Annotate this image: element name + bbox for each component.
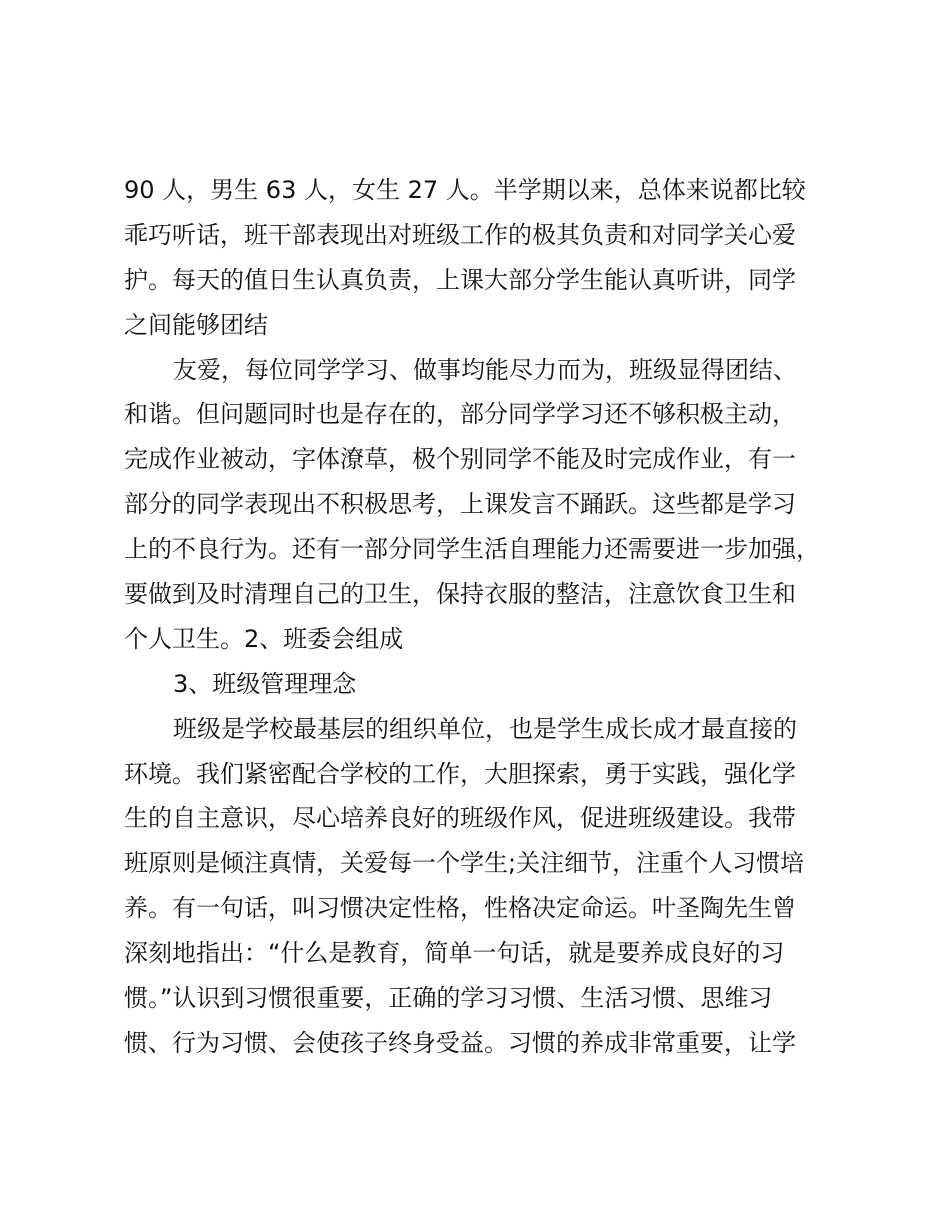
text-line: 护。每天的值日生认真负责，上课大部分学生能认真听讲，同学 bbox=[124, 265, 796, 294]
text-line: 个人卫生。2、班委会组成 bbox=[124, 624, 404, 653]
text-line: 环境。我们紧密配合学校的工作，大胆探索，勇于实践，强化学 bbox=[124, 759, 796, 788]
text-line: 班原则是倾注真情，关爱每一个学生;关注细节，注重个人习惯培 bbox=[124, 849, 805, 878]
section-heading: 3、班级管理理念 bbox=[173, 669, 357, 698]
text-line: 90 人，男生 63 人，女生 27 人。半学期以来，总体来说都比较 bbox=[124, 176, 806, 204]
text-line: 乖巧听话，班干部表现出对班级工作的极其负责和对同学关心爱 bbox=[124, 220, 796, 249]
text-line: 上的不良行为。还有一部分同学生活自理能力还需要进一步加强， bbox=[124, 535, 820, 564]
text-line: 深刻地指出：“什么是教育，简单一句话，就是要养成良好的习 bbox=[124, 939, 785, 968]
text-line: 之间能够团结 bbox=[124, 310, 268, 339]
text-line: 部分的同学表现出不积极思考，上课发言不踊跃。这些都是学习 bbox=[124, 490, 796, 519]
text-line: 惯、行为习惯、会使孩子终身受益。习惯的养成非常重要，让学 bbox=[124, 1028, 796, 1057]
text-line: 要做到及时清理自己的卫生，保持衣服的整洁，注意饮食卫生和 bbox=[124, 580, 796, 609]
text-line: 惯。”认识到习惯很重要，正确的学习习惯、生活习惯、思维习 bbox=[124, 984, 773, 1013]
body-text bbox=[124, 168, 864, 1066]
text-line: 养。有一句话，叫习惯决定性格，性格决定命运。叶圣陶先生曾 bbox=[124, 894, 796, 923]
text-line: 班级是学校最基层的组织单位，也是学生成长成才最直接的 bbox=[173, 714, 797, 743]
text-line: 友爱，每位同学学习、做事均能尽力而为，班级显得团结、 bbox=[173, 355, 797, 384]
text-line: 和谐。但问题同时也是存在的，部分同学学习还不够积极主动， bbox=[124, 400, 796, 429]
text-line: 完成作业被动，字体潦草，极个别同学不能及时完成作业，有一 bbox=[124, 445, 796, 474]
text-line: 生的自主意识，尽心培养良好的班级作风，促进班级建设。我带 bbox=[124, 804, 796, 833]
